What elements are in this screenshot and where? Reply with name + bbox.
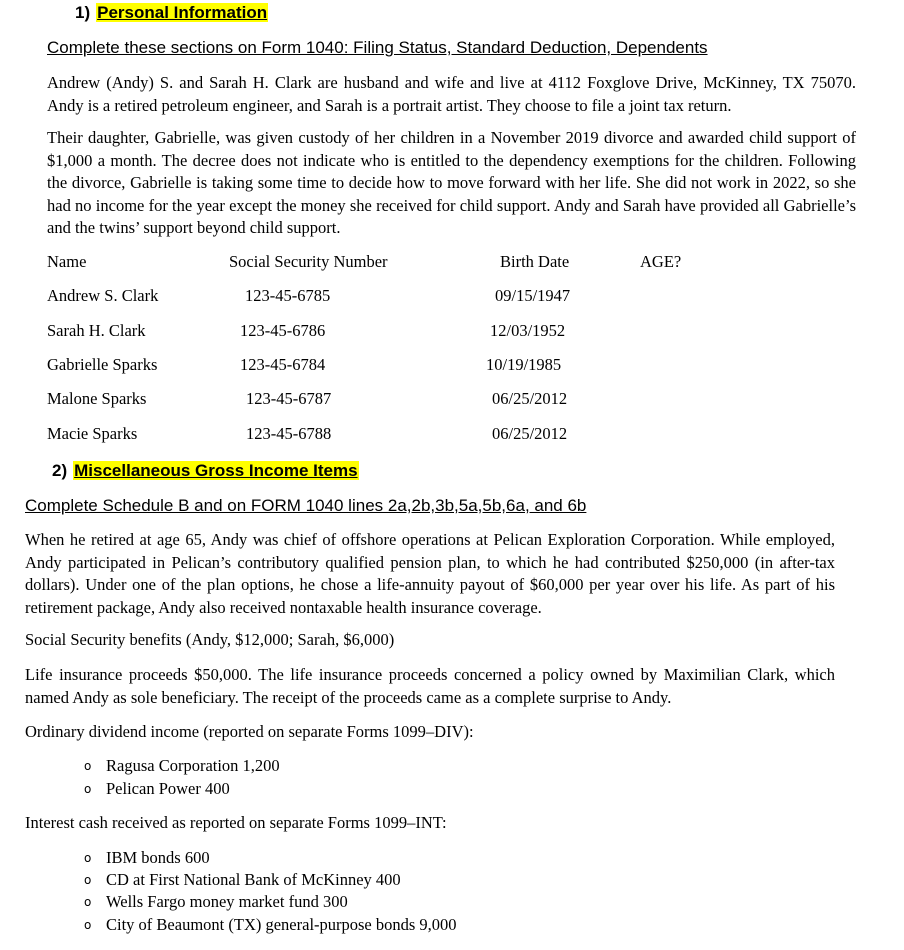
social-security-text: Social Security benefits (Andy, $12,000; Sarah, $6,000) — [25, 630, 395, 649]
list-item — [0, 891, 904, 913]
row-ssn: 123-45-6784 — [240, 355, 326, 374]
row-birth-date: 10/19/1985 — [486, 355, 562, 374]
row-birth-date: 12/03/1952 — [490, 321, 566, 340]
row-name: Gabrielle Sparks — [47, 355, 158, 374]
section1-title: Personal Information — [97, 3, 268, 22]
dividend-item: Ragusa Corporation 1,200 — [106, 756, 280, 775]
row-ssn: 123-45-6788 — [246, 424, 332, 443]
section2-number: 2) — [52, 461, 68, 480]
row-name: Malone Sparks — [47, 389, 147, 408]
row-ssn: 123-45-6785 — [245, 286, 331, 305]
bullet-icon: o — [84, 782, 92, 796]
row-birth-date: 06/25/2012 — [492, 424, 568, 443]
section2-heading — [52, 461, 359, 481]
list-item — [0, 778, 904, 800]
interest-intro: Interest cash received as reported on separate Forms 1099–INT: — [25, 813, 447, 832]
bullet-icon: o — [84, 851, 92, 865]
header-ssn: Social Security Number — [229, 252, 388, 271]
row-ssn: 123-45-6787 — [246, 389, 332, 408]
list-item — [0, 869, 904, 891]
row-birth-date: 09/15/1947 — [495, 286, 571, 305]
bullet-icon: o — [84, 895, 92, 909]
row-name: Sarah H. Clark — [47, 321, 146, 340]
list-item — [0, 914, 904, 936]
life-insurance-text: Life insurance proceeds $50,000. The life insurance proceeds concerned a policy owned by Maximilian Clark, which named Andy as sole beneficiary. The receipt of the proceeds came as a complete surprise to Andy. — [25, 665, 835, 707]
list-item — [0, 847, 904, 869]
section1-para1: Andrew (Andy) S. and Sarah H. Clark are husband and wife and live at 4112 Foxglove Drive, McKinney, TX 75070. Andy is a retired petroleum engineer, and Sarah is a portrait artist. They choose to file a joint tax return. — [47, 73, 856, 115]
interest-item: Wells Fargo money market fund 300 — [106, 892, 348, 911]
interest-item: CD at First National Bank of McKinney 400 — [106, 870, 401, 889]
bullet-icon: o — [84, 918, 92, 932]
interest-item: City of Beaumont (TX) general-purpose bonds 9,000 — [106, 915, 457, 934]
row-name: Andrew S. Clark — [47, 286, 159, 305]
row-birth-date: 06/25/2012 — [492, 389, 568, 408]
header-birth-date: Birth Date — [500, 252, 570, 271]
section1-heading — [75, 3, 268, 23]
row-ssn: 123-45-6786 — [240, 321, 326, 340]
bullet-icon: o — [84, 873, 92, 887]
list-item — [0, 755, 904, 777]
section2-para1: When he retired at age 65, Andy was chief of offshore operations at Pelican Exploration Corporation. While employed, Andy participated in Pelican’s contributory qualified pension plan, to which he had contributed $250,000 (in after-tax dollars). Under one of the plan options, he chose a life-annuity payout of $60,000 per year over his life. As part of his retirement package, Andy also received nontaxable health insurance coverage. — [25, 530, 835, 617]
section1-number: 1) — [75, 3, 91, 22]
section2-instruction: Complete Schedule B and on FORM 1040 lines 2a,2b,3b,5a,5b,6a, and 6b — [25, 496, 587, 515]
section1-para2: Their daughter, Gabrielle, was given custody of her children in a November 2019 divorce and awarded child support of $1,000 a month. The decree does not indicate who is entitled to the dependency exemptions for the children. Following the divorce, Gabrielle is taking some time to decide how to move forward with her life. She did not work in 2022, so she had no income for the year except the money she received for child support. Andy and Sarah have provided all Gabrielle’s and the twins’ support beyond child support. — [47, 128, 856, 237]
section1-instruction: Complete these sections on Form 1040: Filing Status, Standard Deduction, Dependents — [47, 38, 708, 57]
section2-title: Miscellaneous Gross Income Items — [74, 461, 358, 480]
header-name: Name — [47, 252, 87, 271]
interest-item: IBM bonds 600 — [106, 848, 210, 867]
bullet-icon: o — [84, 759, 92, 773]
dividend-intro: Ordinary dividend income (reported on separate Forms 1099–DIV): — [25, 722, 474, 741]
dividend-item: Pelican Power 400 — [106, 779, 230, 798]
header-age: AGE? — [640, 252, 682, 271]
row-name: Macie Sparks — [47, 424, 138, 443]
